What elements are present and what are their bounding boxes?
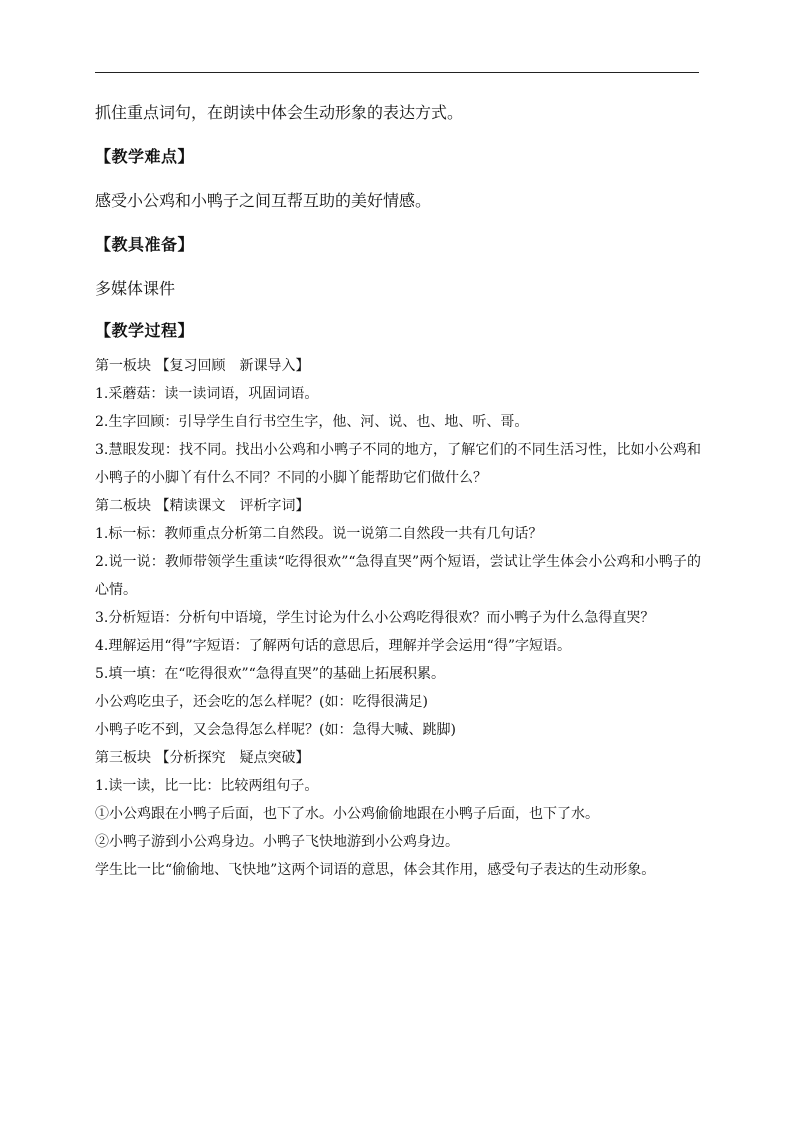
process-item: 2.生字回顾：引导学生自行书空生字，他、河、说、也、地、听、哥。 xyxy=(95,414,529,430)
process-item: 3.分析短语：分析句中语境，学生讨论为什么小公鸡吃得很欢？而小鸭子为什么急得直哭？ xyxy=(95,610,655,626)
process-item: 小公鸡吃虫子，还会吃的怎么样呢？(如：吃得很满足) xyxy=(95,694,428,710)
focus-text: 抓住重点词句，在朗读中体会生动形象的表达方式。 xyxy=(95,103,464,122)
difficulty-text: 感受小公鸡和小鸭子之间互帮互助的美好情感。 xyxy=(95,191,432,210)
block-3-title: 第三板块 【分析探究 疑点突破】 xyxy=(95,750,310,766)
process-item: 1.采蘑菇：读一读词语，巩固词语。 xyxy=(95,386,319,402)
header-rule xyxy=(95,72,699,73)
block-2-title: 第二板块 【精读课文 评析字词】 xyxy=(95,498,310,514)
tools-text: 多媒体课件 xyxy=(95,279,176,298)
document-body xyxy=(95,100,701,884)
process-item: 5.填一填：在“吃得很欢”“急得直哭”的基础上拓展积累。 xyxy=(95,666,445,682)
block-1-title: 第一板块 【复习回顾 新课导入】 xyxy=(95,358,310,374)
process-item: 3.慧眼发现：找不同。找出小公鸡和小鸭子不同的地方，了解它们的不同生活习性，比如小公鸡和小鸭子的小脚丫有什么不同？不同的小脚丫能帮助它们做什么？ xyxy=(95,442,701,486)
process-heading: 【教学过程】 xyxy=(95,321,195,340)
tools-heading: 【教具准备】 xyxy=(95,235,195,254)
process-item: 1.标一标：教师重点分析第二自然段。说一说第二自然段一共有几句话？ xyxy=(95,526,543,542)
process-item: 学生比一比“偷偷地、飞快地”这两个词语的意思，体会其作用，感受句子表达的生动形象。 xyxy=(95,862,656,878)
process-item: 4.理解运用“得”字短语：了解两句话的意思后，理解并学会运用“得”字短语。 xyxy=(95,638,571,654)
process-item: ①小公鸡跟在小鸭子后面，也下了水。小公鸡偷偷地跟在小鸭子后面，也下了水。 xyxy=(95,806,599,822)
difficulty-heading: 【教学难点】 xyxy=(95,147,195,166)
process-item: 1.读一读，比一比：比较两组句子。 xyxy=(95,778,319,794)
process-item: 2.说一说：教师带领学生重读“吃得很欢”“急得直哭”两个短语，尝试让学生体会小公鸡和小鸭子的心情。 xyxy=(95,554,701,598)
process-item: 小鸭子吃不到，又会急得怎么样呢？(如：急得大喊、跳脚) xyxy=(95,722,456,738)
process-item: ②小鸭子游到小公鸡身边。小鸭子飞快地游到小公鸡身边。 xyxy=(95,834,459,850)
